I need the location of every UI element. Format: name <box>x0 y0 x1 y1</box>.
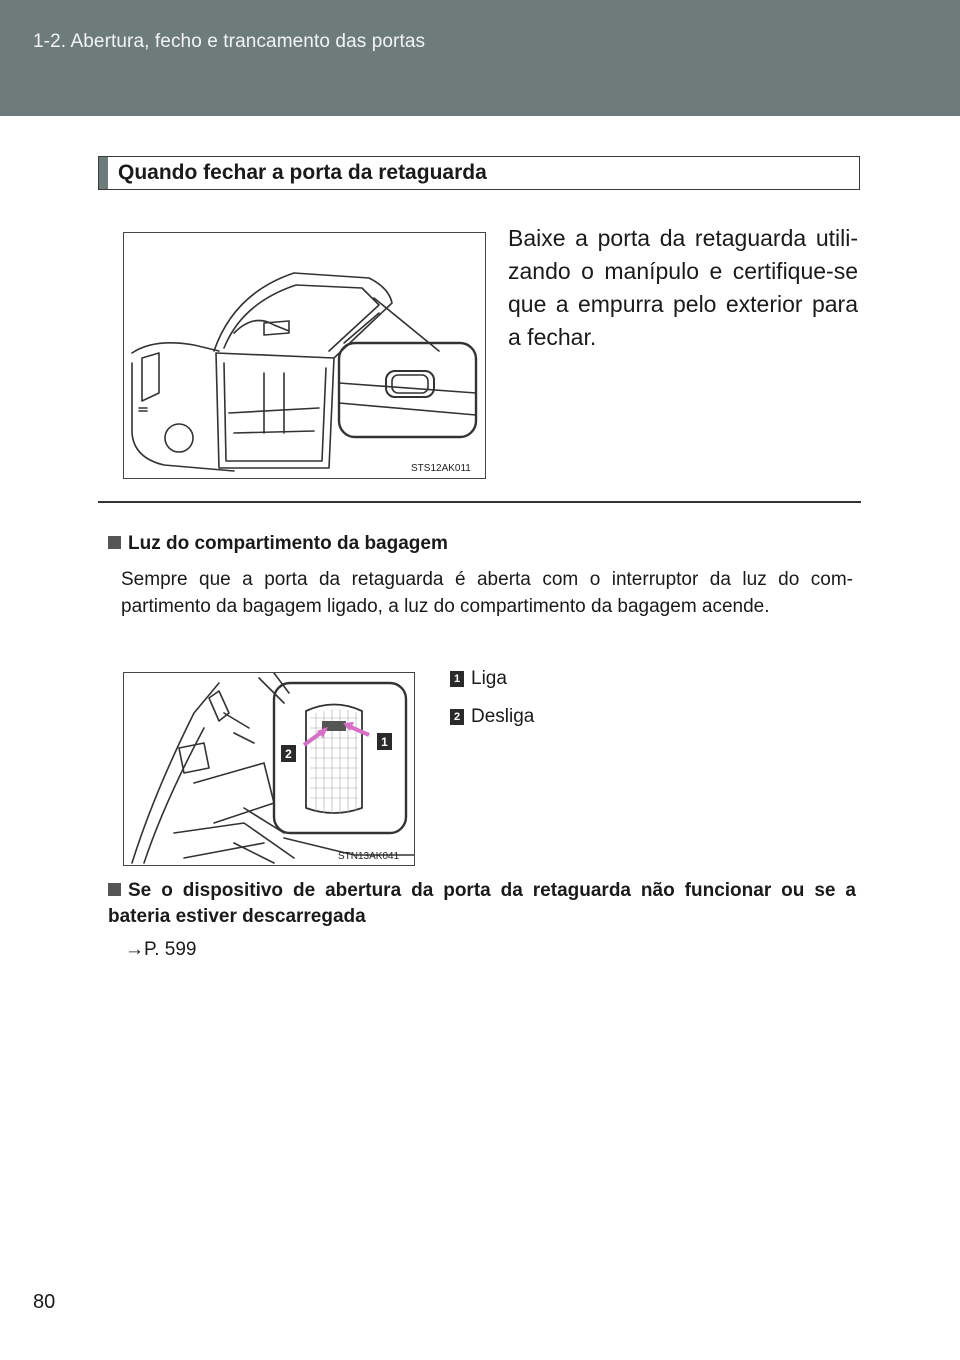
opener-note-heading: Se o dispositivo de abertura da porta da retaguarda não funcionar ou se a bateria estiver descarregada <box>108 880 856 927</box>
page-number: 80 <box>33 1291 56 1313</box>
page-reference: →P. 599 <box>125 939 197 960</box>
luggage-light-text: Sempre que a porta da retaguarda é aberta com o interruptor da luz do com- partimento da bagagem ligado, a luz do compartimento da bagagem acende. <box>121 569 853 617</box>
subheading-opener-failure <box>108 878 856 930</box>
bullet-square-icon <box>108 883 121 896</box>
section-divider <box>98 501 861 503</box>
luggage-light-heading: Luz do compartimento da bagagem <box>128 533 448 554</box>
number-badge-1: 1 <box>450 671 464 687</box>
legend-label-1: Liga <box>471 668 507 689</box>
heading-marker <box>99 157 108 189</box>
tailgate-drawing <box>124 233 485 478</box>
luggage-light-illustration <box>123 672 415 866</box>
badge-2-in-figure: 2 <box>285 747 292 761</box>
badge-1-in-figure: 1 <box>381 735 388 749</box>
closing-instruction: Baixe a porta da retaguarda utili- zando o manípulo e certifique-se que a empurra pelo exterior para a fechar. <box>508 225 858 350</box>
legend-item-1 <box>450 668 507 690</box>
bullet-square-icon <box>108 536 121 549</box>
page-header <box>0 0 960 116</box>
figure-code-1: STS12AK011 <box>411 463 471 474</box>
legend-item-2 <box>450 706 534 728</box>
legend-label-2: Desliga <box>471 706 535 727</box>
figure-code-2: STN13AK041 <box>338 851 400 862</box>
section-heading-box <box>98 156 860 190</box>
number-badge-2: 2 <box>450 709 464 725</box>
tailgate-illustration <box>123 232 486 479</box>
luggage-light-drawing <box>124 673 414 865</box>
chapter-title: 1-2. Abertura, fecho e trancamento das portas <box>33 31 426 52</box>
section-heading: Quando fechar a porta da retaguarda <box>118 161 487 184</box>
subheading-luggage-light <box>108 531 858 557</box>
